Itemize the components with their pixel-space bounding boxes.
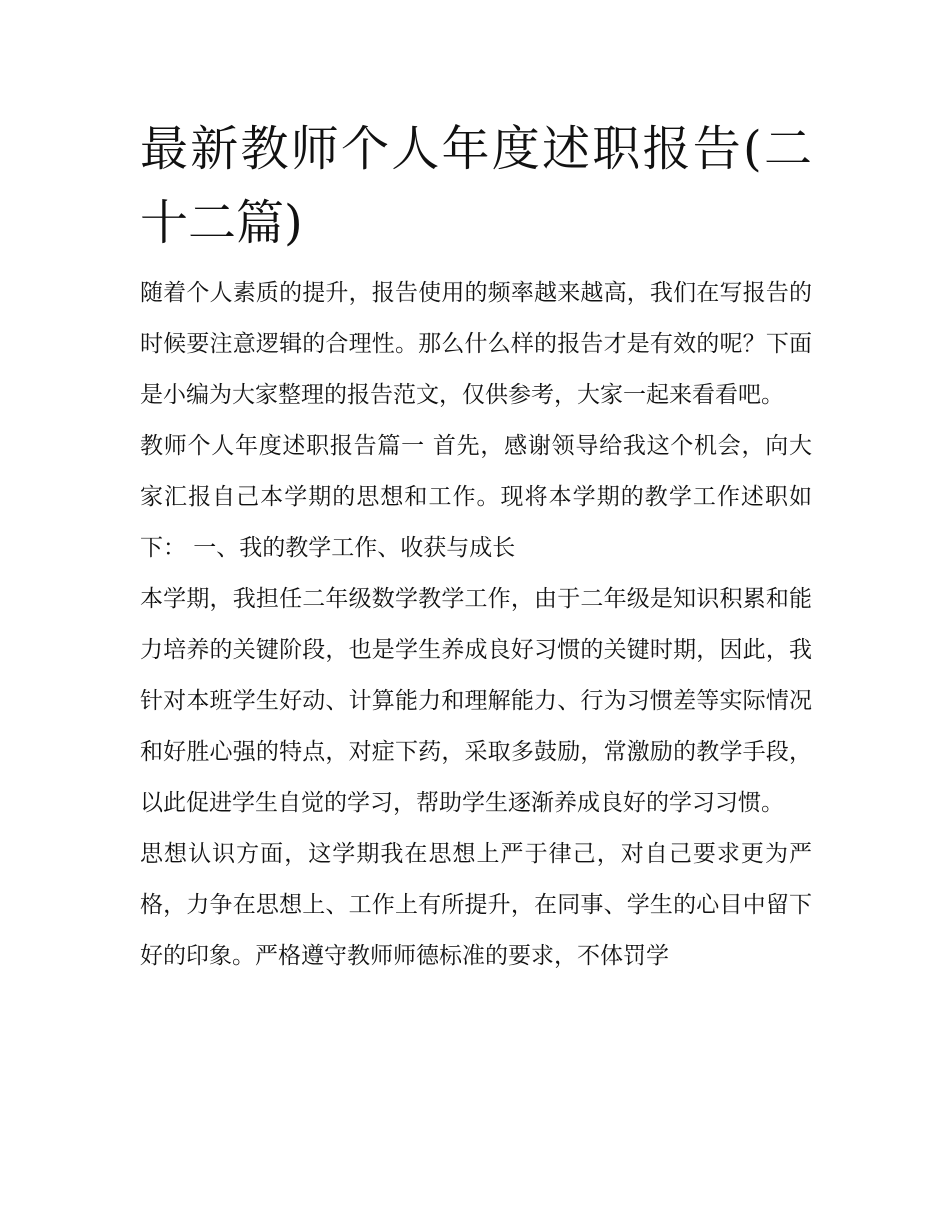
paragraph-teaching-work: 本学期，我担任二年级数学教学工作，由于二年级是知识积累和能力培养的关键阶段，也是学生养成良好习惯的关键时期，因此，我针对本班学生好动、计算能力和理解能力、行为习惯差等实际情况和好胜心强的特点，对症下药，采取多鼓励，常激励的教学手段，以此促进学生自觉的学习，帮助学生逐渐养成良好的学习习惯。 bbox=[140, 586, 812, 816]
document-body bbox=[140, 112, 812, 982]
paragraph-intro: 随着个人素质的提升，报告使用的频率越来越高，我们在写报告的时候要注意逻辑的合理性。那么什么样的报告才是有效的呢？下面是小编为大家整理的报告范文，仅供参考，大家一起来看看吧。 bbox=[140, 280, 812, 408]
paragraph-section-one-heading: 教师个人年度述职报告篇一 首先，感谢领导给我这个机会，向大家汇报自己本学期的思想和工作。现将本学期的教学工作述职如下： 一、我的教学工作、收获与成长 bbox=[140, 433, 812, 561]
document-title: 最新教师个人年度述职报告(二十二篇) bbox=[140, 121, 812, 251]
paragraph-ideological-awareness: 思想认识方面，这学期我在思想上严于律己，对自己要求更为严格，力争在思想上、工作上有所提升，在同事、学生的心目中留下好的印象。严格遵守教师师德标准的要求，不体罚学 bbox=[140, 841, 812, 969]
